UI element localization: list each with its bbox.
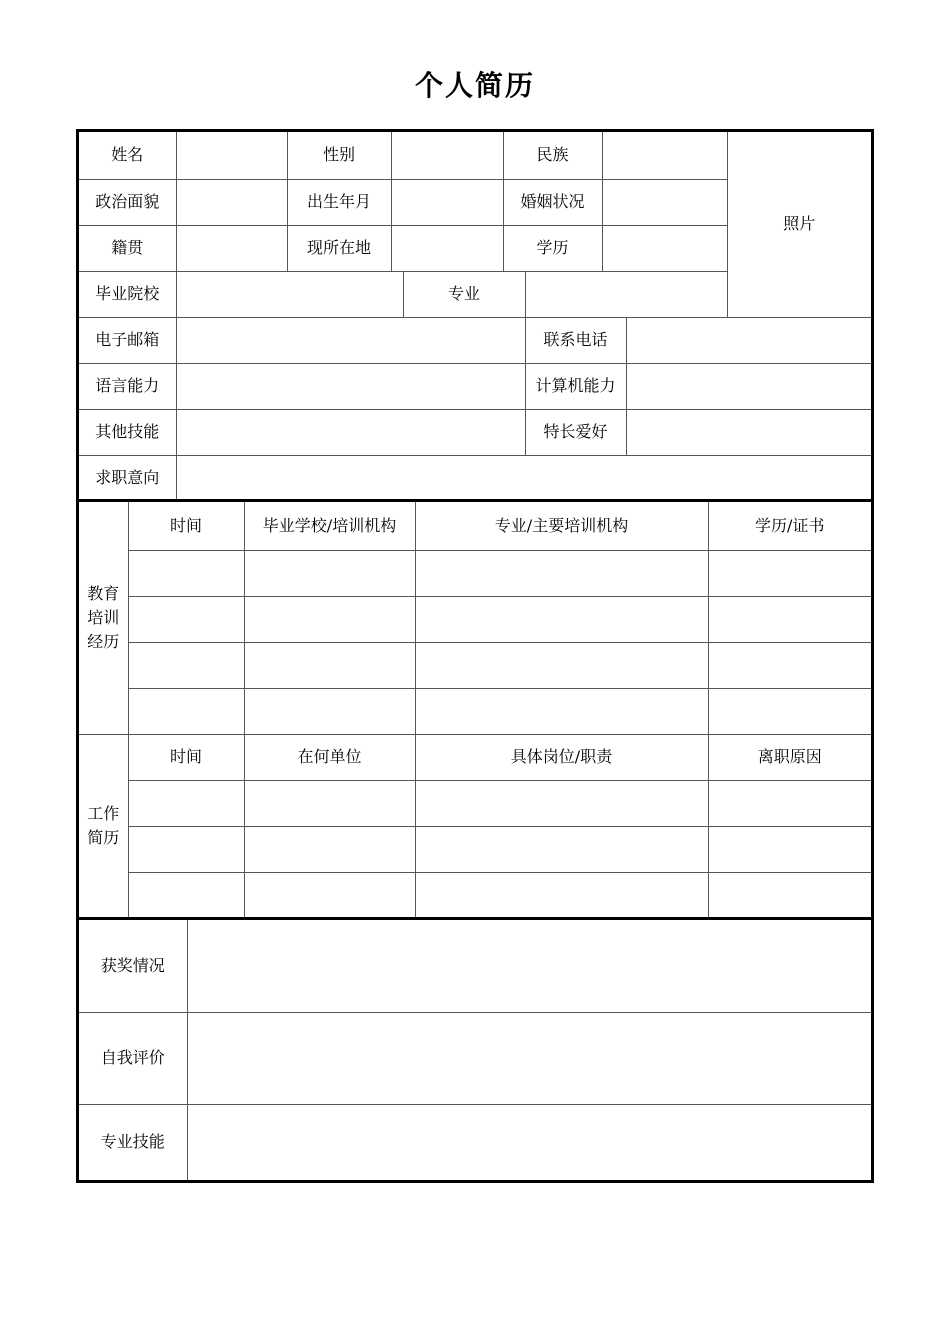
table-row xyxy=(79,688,871,734)
personal-info-section xyxy=(76,129,874,502)
marital-status-field[interactable] xyxy=(602,179,727,225)
work-cell[interactable] xyxy=(415,826,708,872)
education-label-line-2: 培训 xyxy=(87,607,120,627)
birth-date-field[interactable] xyxy=(391,179,503,225)
political-status-field[interactable] xyxy=(176,179,287,225)
table-row xyxy=(79,780,871,826)
degree-label: 学历 xyxy=(503,225,602,271)
work-cell[interactable] xyxy=(128,826,244,872)
education-cell[interactable] xyxy=(708,642,871,688)
ethnicity-label: 民族 xyxy=(503,132,602,179)
education-cell[interactable] xyxy=(708,688,871,734)
major-label: 专业 xyxy=(403,271,525,317)
phone-label: 联系电话 xyxy=(525,317,626,363)
table-row xyxy=(79,642,871,688)
history-section xyxy=(76,499,874,920)
residence-label: 现所在地 xyxy=(287,225,391,271)
education-cell[interactable] xyxy=(415,550,708,596)
name-label: 姓名 xyxy=(79,132,176,179)
education-cell[interactable] xyxy=(244,596,415,642)
ethnicity-field[interactable] xyxy=(602,132,727,179)
hobbies-field[interactable] xyxy=(626,409,871,455)
education-cell[interactable] xyxy=(708,596,871,642)
other-skills-label: 其他技能 xyxy=(79,409,176,455)
education-header-time: 时间 xyxy=(128,502,244,550)
education-header-school: 毕业学校/培训机构 xyxy=(244,502,415,550)
other-skills-field[interactable] xyxy=(176,409,525,455)
education-cell[interactable] xyxy=(415,596,708,642)
work-cell[interactable] xyxy=(708,872,871,917)
work-header-reason: 离职原因 xyxy=(708,734,871,780)
work-cell[interactable] xyxy=(708,780,871,826)
work-header-position: 具体岗位/职责 xyxy=(415,734,708,780)
work-cell[interactable] xyxy=(244,872,415,917)
personal-info-table xyxy=(79,132,871,500)
table-row xyxy=(79,872,871,917)
marital-status-label: 婚姻状况 xyxy=(503,179,602,225)
work-cell[interactable] xyxy=(415,872,708,917)
education-cell[interactable] xyxy=(128,550,244,596)
education-label xyxy=(79,502,128,734)
email-label: 电子邮箱 xyxy=(79,317,176,363)
work-cell[interactable] xyxy=(708,826,871,872)
education-cell[interactable] xyxy=(708,550,871,596)
summary-section xyxy=(76,917,874,1183)
self-evaluation-label: 自我评价 xyxy=(79,1012,187,1104)
work-label-line-1: 工作 xyxy=(87,803,120,823)
language-field[interactable] xyxy=(176,363,525,409)
computer-skill-field[interactable] xyxy=(626,363,871,409)
education-label-line-3: 经历 xyxy=(87,631,120,651)
education-cell[interactable] xyxy=(244,550,415,596)
education-cell[interactable] xyxy=(415,688,708,734)
education-cell[interactable] xyxy=(128,688,244,734)
hometown-label: 籍贯 xyxy=(79,225,176,271)
phone-field[interactable] xyxy=(626,317,871,363)
summary-table xyxy=(79,920,871,1180)
name-field[interactable] xyxy=(176,132,287,179)
professional-skills-field[interactable] xyxy=(187,1104,871,1180)
political-status-label: 政治面貌 xyxy=(79,179,176,225)
degree-field[interactable] xyxy=(602,225,727,271)
school-label: 毕业院校 xyxy=(79,271,176,317)
education-header-major: 专业/主要培训机构 xyxy=(415,502,708,550)
self-evaluation-field[interactable] xyxy=(187,1012,871,1104)
awards-label: 获奖情况 xyxy=(79,920,187,1012)
residence-field[interactable] xyxy=(391,225,503,271)
education-cell[interactable] xyxy=(415,642,708,688)
language-label: 语言能力 xyxy=(79,363,176,409)
birth-date-label: 出生年月 xyxy=(287,179,391,225)
major-field[interactable] xyxy=(525,271,727,317)
gender-label: 性别 xyxy=(287,132,391,179)
work-header-time: 时间 xyxy=(128,734,244,780)
job-objective-field[interactable] xyxy=(176,455,871,500)
education-header-degree: 学历/证书 xyxy=(708,502,871,550)
hometown-field[interactable] xyxy=(176,225,287,271)
work-cell[interactable] xyxy=(244,826,415,872)
job-objective-label: 求职意向 xyxy=(79,455,176,500)
school-field[interactable] xyxy=(176,271,403,317)
work-label xyxy=(79,734,128,917)
photo-box[interactable]: 照片 xyxy=(727,132,871,317)
work-cell[interactable] xyxy=(415,780,708,826)
awards-field[interactable] xyxy=(187,920,871,1012)
page-title: 个人简历 xyxy=(414,69,535,102)
work-cell[interactable] xyxy=(128,872,244,917)
table-row xyxy=(79,596,871,642)
work-header-employer: 在何单位 xyxy=(244,734,415,780)
education-cell[interactable] xyxy=(244,642,415,688)
education-cell[interactable] xyxy=(128,642,244,688)
work-cell[interactable] xyxy=(128,780,244,826)
education-label-line-1: 教育 xyxy=(87,583,120,603)
table-row xyxy=(79,550,871,596)
email-field[interactable] xyxy=(176,317,525,363)
computer-skill-label: 计算机能力 xyxy=(525,363,626,409)
education-cell[interactable] xyxy=(128,596,244,642)
history-table xyxy=(79,502,871,918)
gender-field[interactable] xyxy=(391,132,503,179)
work-label-line-2: 简历 xyxy=(87,827,120,847)
hobbies-label: 特长爱好 xyxy=(525,409,626,455)
professional-skills-label: 专业技能 xyxy=(79,1104,187,1180)
education-cell[interactable] xyxy=(244,688,415,734)
table-row xyxy=(79,826,871,872)
work-cell[interactable] xyxy=(244,780,415,826)
